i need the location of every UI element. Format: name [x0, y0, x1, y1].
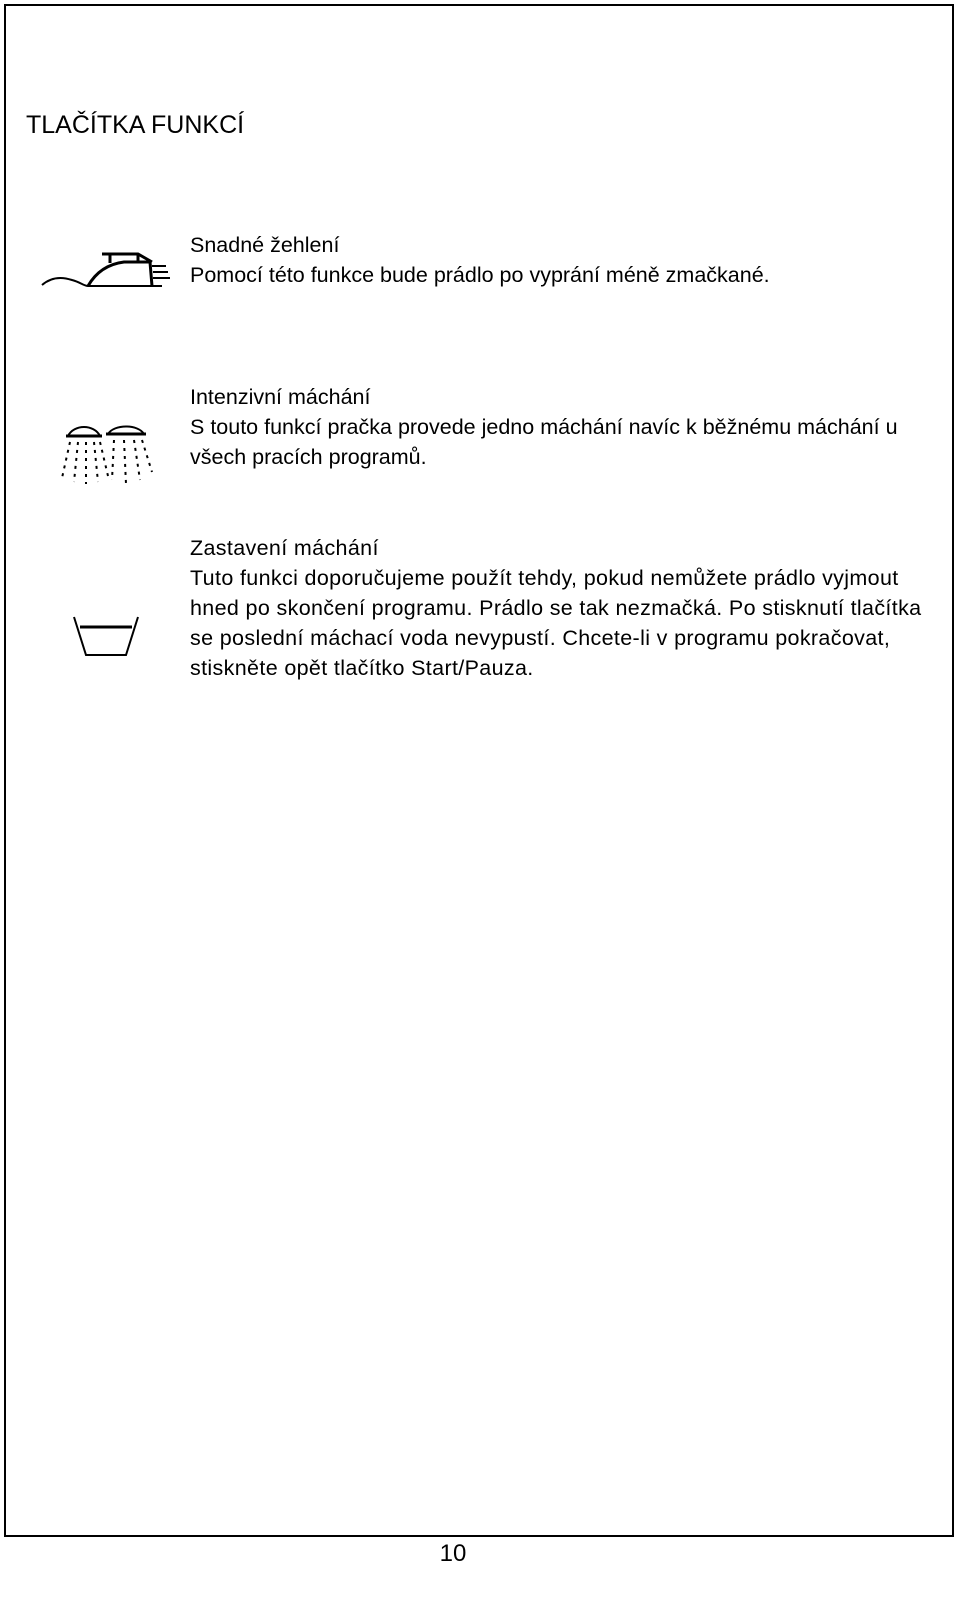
page-title: TLAČÍTKA FUNKCÍ	[26, 111, 245, 139]
page-number: 10	[439, 1540, 467, 1567]
section-title: Snadné žehlení	[190, 233, 340, 257]
section-text	[190, 230, 930, 290]
section-text	[190, 382, 930, 472]
section-body: Pomocí této funkce bude prádlo po vyprání méně zmačkané.	[190, 263, 770, 287]
section-title: Intenzivní máchání	[190, 385, 371, 409]
shower-rinse-icon	[60, 422, 160, 491]
section-body: Tuto funkci doporučujeme použít tehdy, pokud nemůžete prádlo vyjmout hned po skončení programu. Prádlo se tak nezmačká. Po stisknutí tlačítka se poslední máchací voda nevypustí. Chcete-li v programu pokračovat, stiskněte opět tlačítko Start/Pauza.	[190, 566, 922, 680]
section-title: Zastavení máchání	[190, 536, 379, 560]
water-tub-icon	[70, 613, 150, 668]
iron-icon	[40, 240, 180, 305]
section-body: S touto funkcí pračka provede jedno máchání navíc k běžnému máchání u všech pracích programů.	[190, 415, 898, 469]
section-text	[190, 533, 930, 683]
